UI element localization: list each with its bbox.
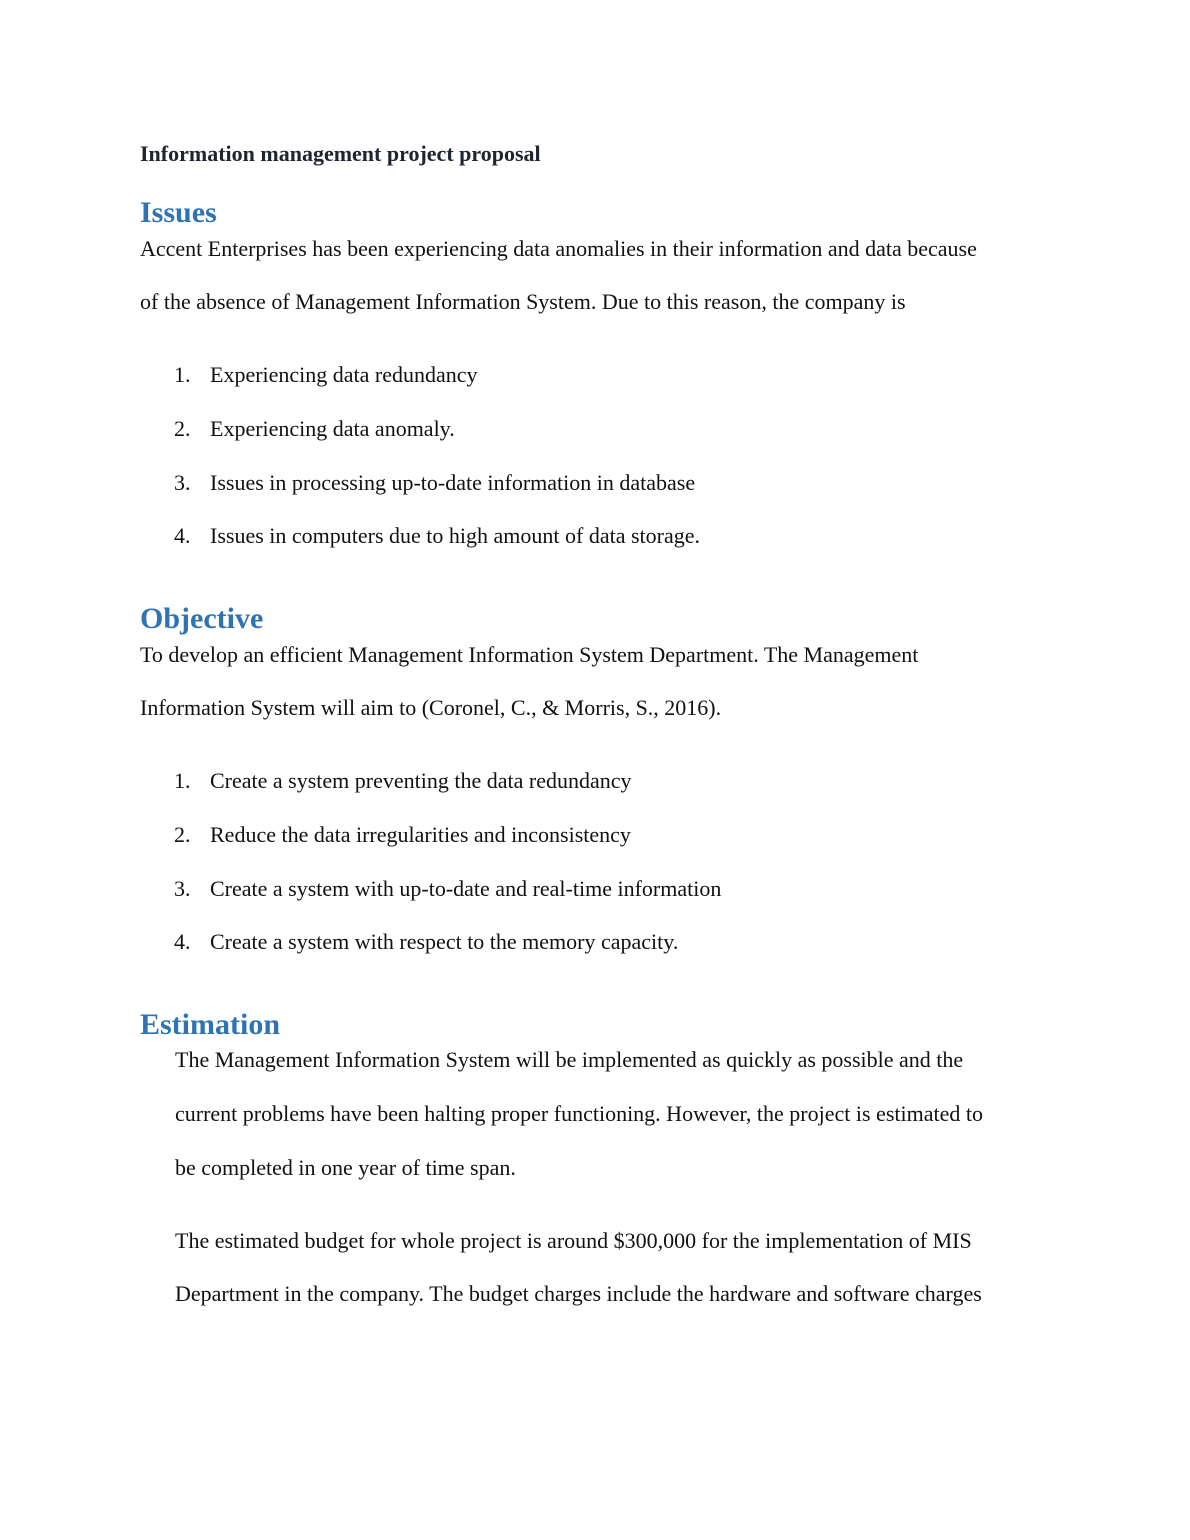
list-text: Issues in processing up-to-date information in database [210, 470, 696, 495]
list-number: 1. [174, 362, 191, 387]
list-number: 2. [174, 416, 191, 441]
list-number: 3. [174, 876, 191, 901]
document-title: Information management project proposal [140, 141, 541, 166]
list-text: Issues in computers due to high amount of data storage. [210, 523, 701, 548]
list-number: 4. [174, 523, 191, 548]
issues-intro-line-1: Accent Enterprises has been experiencing data anomalies in their information and data because [140, 236, 977, 261]
list-number: 3. [174, 470, 191, 495]
objective-intro-line-1: To develop an efficient Management Information System Department. The Management [140, 642, 919, 667]
list-text: Experiencing data redundancy [210, 362, 478, 387]
issues-heading: Issues [140, 196, 217, 229]
list-text: Create a system preventing the data redundancy [210, 768, 632, 793]
issues-intro-line-2: of the absence of Management Information System. Due to this reason, the company is [140, 289, 906, 314]
list-number: 4. [174, 929, 191, 954]
estimation-para2-line-2: Department in the company. The budget charges include the hardware and software charges [175, 1281, 982, 1306]
objective-intro-line-2: Information System will aim to (Coronel, C., & Morris, S., 2016). [140, 695, 722, 720]
estimation-para2-line-1: The estimated budget for whole project is around $300,000 for the implementation of MIS [175, 1228, 972, 1253]
estimation-para1-line-3: be completed in one year of time span. [175, 1155, 516, 1180]
objective-heading: Objective [140, 602, 264, 635]
estimation-para1-line-1: The Management Information System will be implemented as quickly as possible and the [175, 1047, 964, 1072]
list-text: Reduce the data irregularities and inconsistency [210, 822, 631, 847]
list-text: Create a system with respect to the memory capacity. [210, 929, 679, 954]
estimation-heading: Estimation [140, 1008, 281, 1041]
list-number: 1. [174, 768, 191, 793]
list-number: 2. [174, 822, 191, 847]
estimation-para1-line-2: current problems have been halting proper functioning. However, the project is estimated to [175, 1101, 983, 1126]
list-text: Experiencing data anomaly. [210, 416, 455, 441]
list-text: Create a system with up-to-date and real-time information [210, 876, 722, 901]
